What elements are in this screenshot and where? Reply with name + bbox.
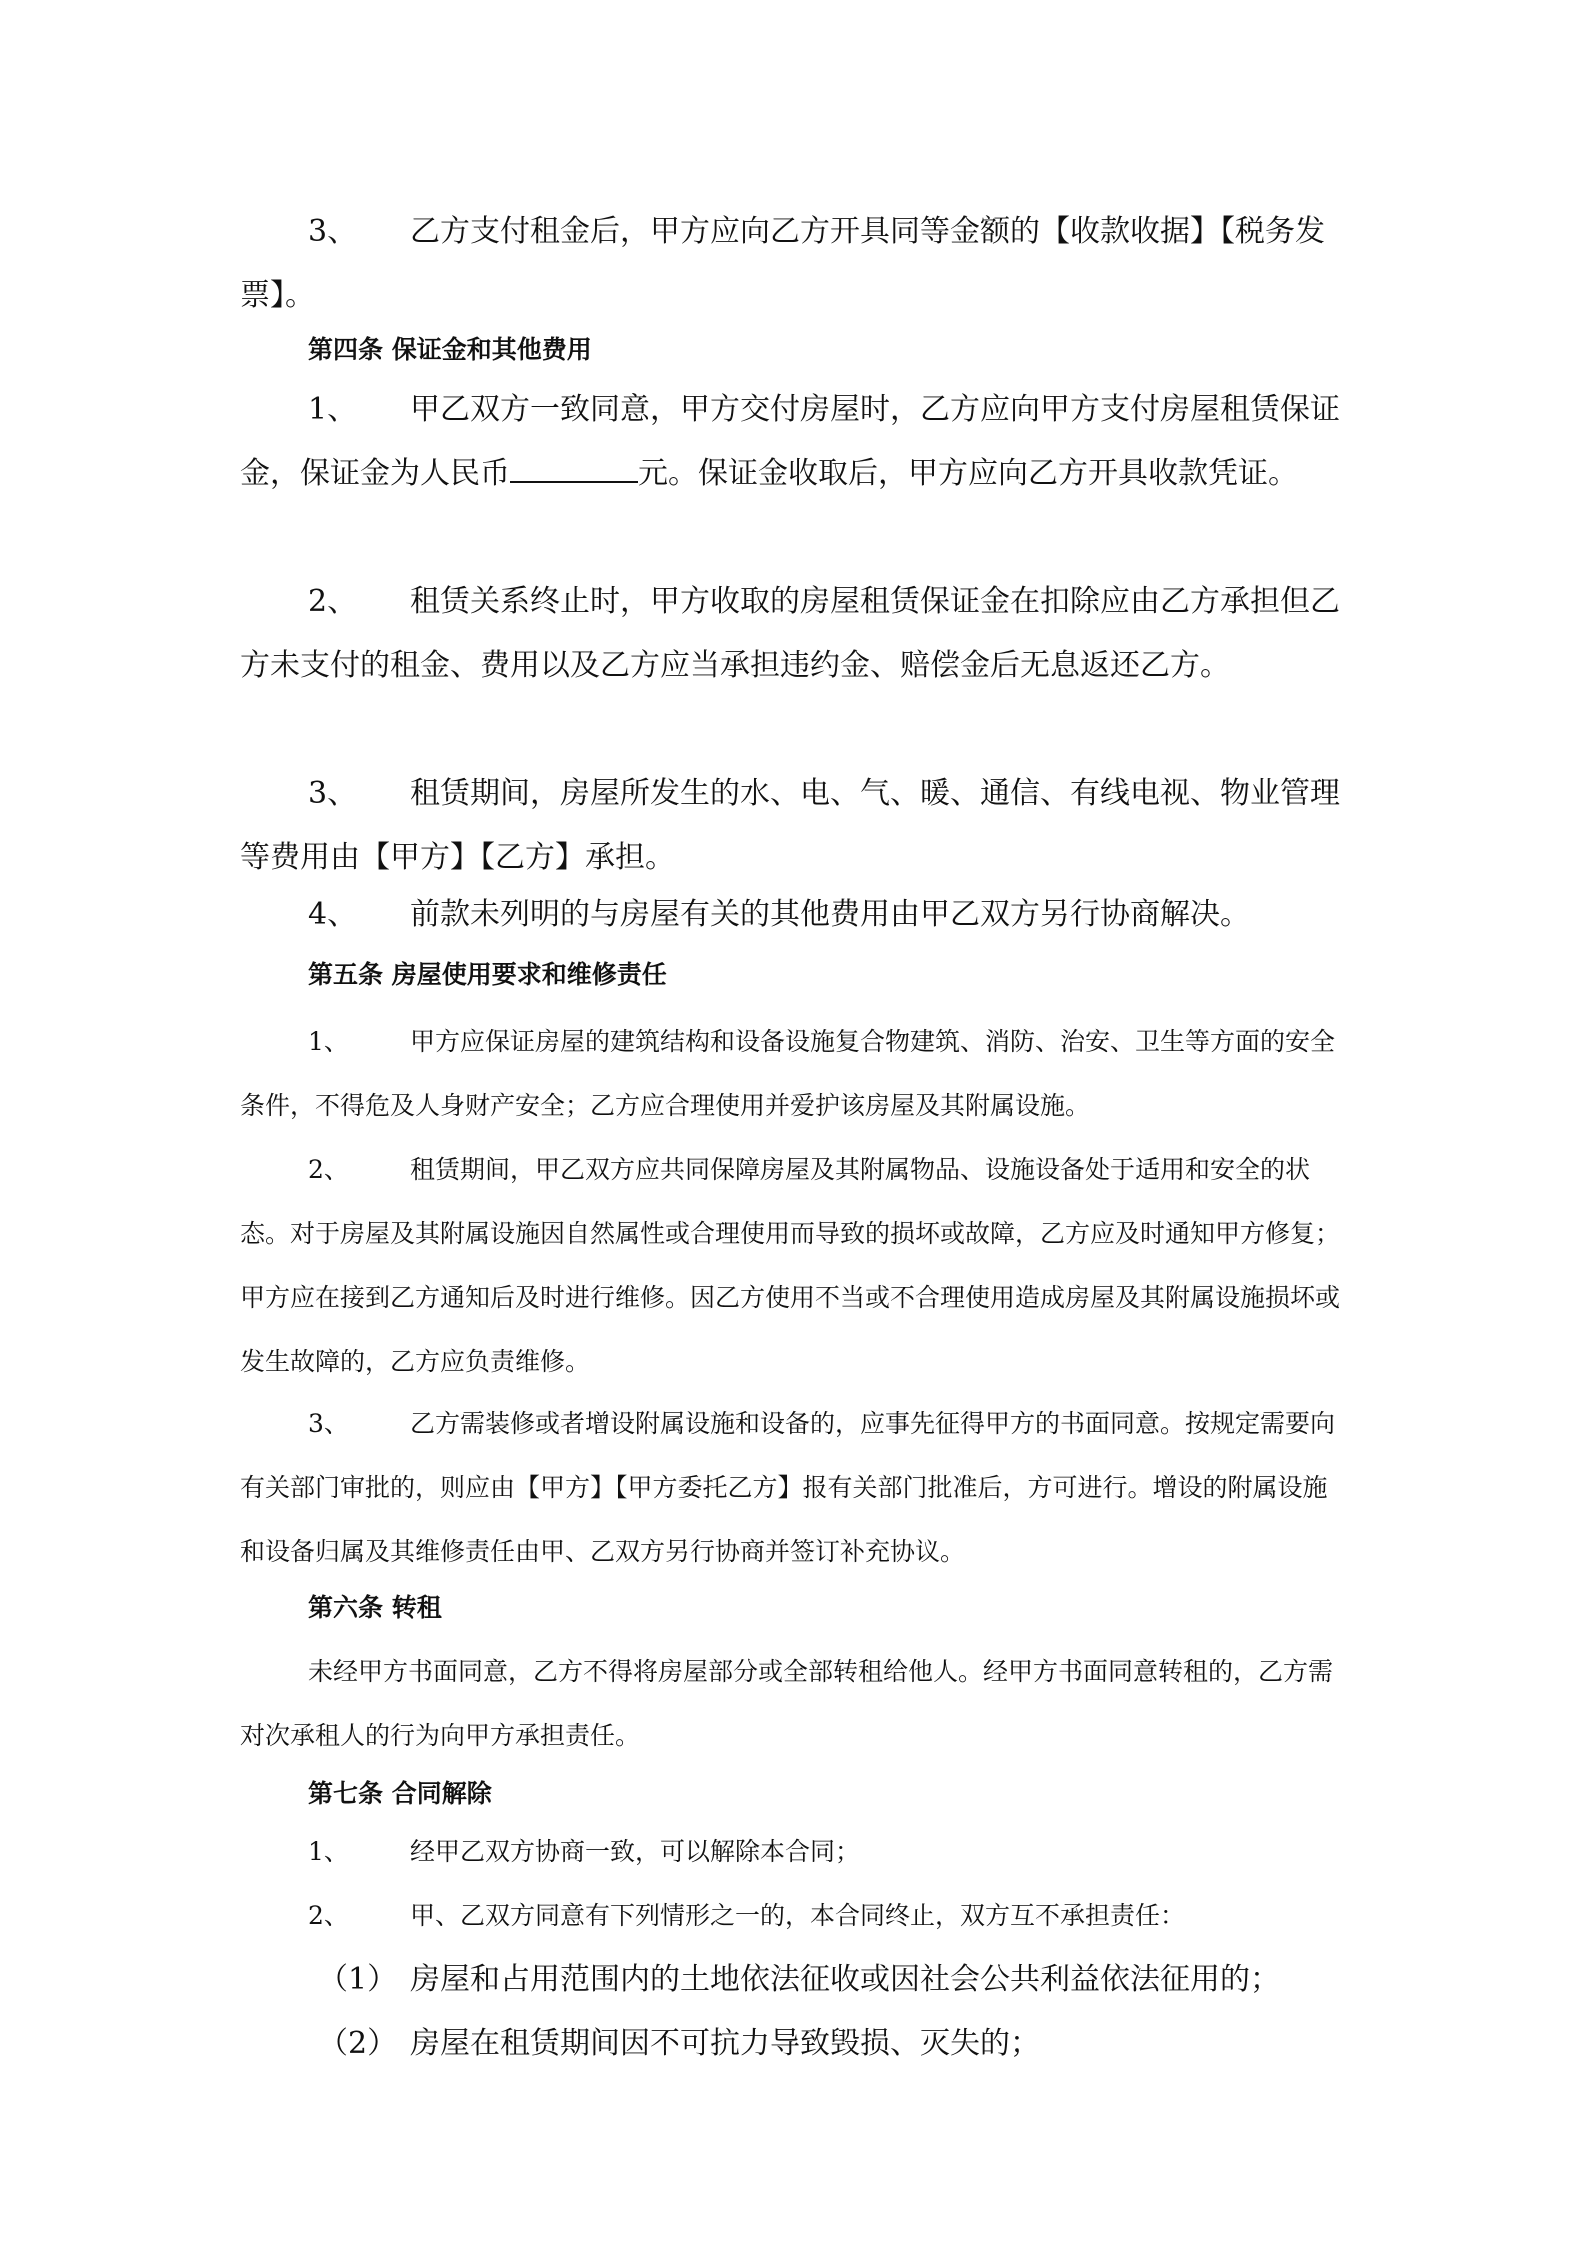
amount-blank [510, 455, 638, 483]
item-number: 3、 [308, 214, 358, 249]
item-number: 1、 [308, 1837, 349, 1866]
item-text: 房屋和占用范围内的土地依法征收或因社会公共利益依法征用的； [410, 1962, 1280, 1997]
section-heading-7: 第七条 合同解除 [308, 1779, 492, 1808]
item-number: （1） [318, 1962, 398, 1997]
clause-5-3 [240, 1392, 1350, 1584]
item-number: 3、 [308, 1409, 349, 1438]
clause-4-4 [240, 883, 1340, 947]
item-text: 经甲乙双方协商一致，可以解除本合同； [410, 1837, 861, 1866]
clause-5-2 [240, 1138, 1350, 1394]
item-number: 3、 [308, 776, 358, 811]
item-text: 租赁期间，甲乙双方应共同保障房屋及其附属物品、设施设备处于适用和安全的状态。对于房屋及其附属设施因自然属性或合理使用而导致的损坏或故障，乙方应及时通知甲方修复；甲方应在接到乙方通知后及时进行维修。因乙方使用不当或不合理使用造成房屋及其附属设施损坏或发生故障的，乙方应负责维修。 [240, 1155, 1341, 1376]
item-text: 甲方应保证房屋的建筑结构和设备设施复合物建筑、消防、治安、卫生等方面的安全条件，不得危及人身财产安全；乙方应合理使用并爱护该房屋及其附属设施。 [240, 1027, 1336, 1120]
section-heading-5: 第五条 房屋使用要求和维修责任 [308, 960, 667, 989]
item-number: 2、 [308, 1155, 349, 1184]
item-number: 2、 [308, 1901, 349, 1930]
clause-7-2-1 [240, 1948, 1340, 2012]
clause-7-2 [240, 1884, 1350, 1948]
section-heading-6: 第六条 转租 [308, 1593, 442, 1622]
item-text: 乙方支付租金后，甲方应向乙方开具同等金额的【收款收据】【税务发票】。 [240, 214, 1325, 313]
clause-5-1 [240, 1010, 1350, 1138]
item-number: 2、 [308, 584, 358, 619]
clause-4-1 [240, 378, 1340, 506]
section-heading-4: 第四条 保证金和其他费用 [308, 335, 592, 364]
item-text: 元。保证金收取后，甲方应向乙方开具收款凭证。 [638, 456, 1298, 491]
item-text: 乙方需装修或者增设附属设施和设备的，应事先征得甲方的书面同意。按规定需要向有关部门审批的，则应由【甲方】【甲方委托乙方】报有关部门批准后，方可进行。增设的附属设施和设备归属及其维修责任由甲、乙双方另行协商并签订补充协议。 [240, 1409, 1336, 1566]
item-number: （2） [318, 2026, 398, 2061]
clause-4-2 [240, 570, 1340, 698]
item-number: 4、 [308, 897, 358, 932]
clause-7-2-2 [240, 2012, 1340, 2076]
clause-3-3 [240, 200, 1340, 328]
item-text: 租赁关系终止时，甲方收取的房屋租赁保证金在扣除应由乙方承担但乙方未支付的租金、费用以及乙方应当承担违约金、赔偿金后无息返还乙方。 [240, 584, 1340, 683]
item-text: 房屋在租赁期间因不可抗力导致毁损、灭失的； [410, 2026, 1040, 2061]
item-text: 甲、乙双方同意有下列情形之一的，本合同终止，双方互不承担责任： [410, 1901, 1186, 1930]
item-number: 1、 [308, 1027, 349, 1056]
item-text: 前款未列明的与房屋有关的其他费用由甲乙双方另行协商解决。 [410, 897, 1250, 932]
item-text: 甲乙双方一致同意，甲方交付房屋时，乙方应向甲方支付房屋租赁保证金，保证金为人民币 [240, 392, 1340, 491]
clause-4-3 [240, 762, 1340, 890]
clause-7-1 [240, 1820, 1350, 1884]
item-text: 租赁期间，房屋所发生的水、电、气、暖、通信、有线电视、物业管理等费用由【甲方】【乙方】承担。 [240, 776, 1340, 875]
clause-6: 未经甲方书面同意，乙方不得将房屋部分或全部转租给他人。经甲方书面同意转租的，乙方需对次承租人的行为向甲方承担责任。 [240, 1657, 1334, 1750]
item-number: 1、 [308, 392, 358, 427]
